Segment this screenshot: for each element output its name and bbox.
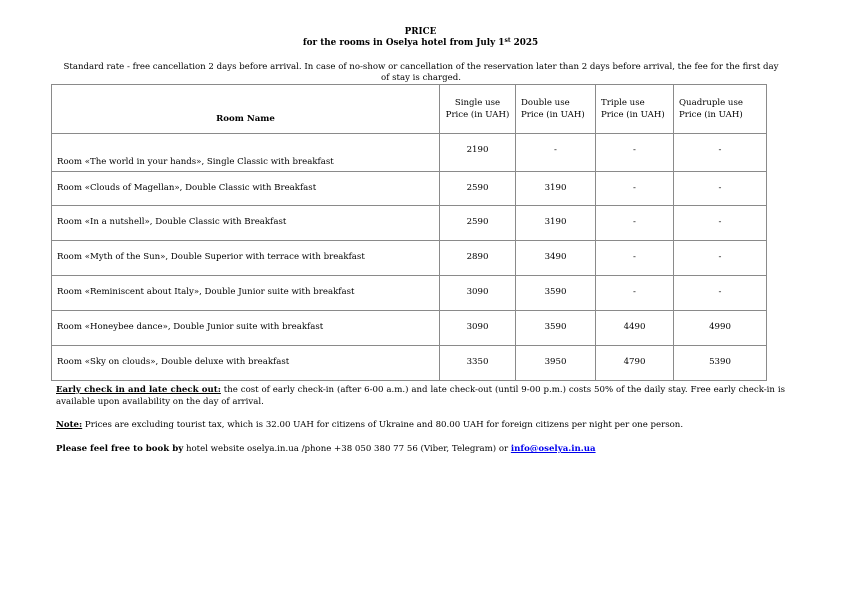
subtitle-year: 2025 (510, 38, 539, 48)
price-cell: 2890 (440, 241, 516, 276)
room-name-cell: Room «The world in your hands», Single Classic with breakfast (52, 134, 440, 172)
subtitle-superscript: st (504, 37, 511, 44)
double-use-header (516, 85, 596, 134)
column-header-line: Price (in UAH) (445, 110, 510, 120)
price-cell: - (596, 172, 674, 206)
table-row (52, 241, 767, 276)
price-cell: - (596, 241, 674, 276)
price-cell: - (674, 172, 767, 206)
column-header-line: Price (in UAH) (679, 110, 743, 120)
subtitle-text: for the rooms in Oselya hotel from July 1 (302, 38, 505, 48)
price-cell: 5390 (674, 346, 767, 381)
table-row (52, 206, 767, 241)
table-row (52, 276, 767, 311)
price-cell: - (596, 276, 674, 311)
column-header-line: Price (in UAH) (601, 110, 665, 120)
price-cell: 3350 (440, 346, 516, 381)
table-row (52, 346, 767, 381)
booking-text: hotel website oselya.in.ua /phone +38 050 380 77 56 (Viber, Telegram) or (183, 444, 511, 454)
price-cell: 2590 (440, 206, 516, 241)
room-name-cell: Room «Honeybee dance», Double Junior suite with breakfast (52, 311, 440, 346)
column-header-line: Single use (454, 98, 501, 108)
note-text: Prices are excluding tourist tax, which is 32.00 UAH for citizens of Ukraine and 80.00 UAH for foreign citizens per night per one person. (82, 420, 684, 430)
price-cell: 3190 (516, 206, 596, 241)
price-table (51, 84, 767, 381)
price-cell: - (516, 134, 596, 172)
triple-use-header (596, 85, 674, 134)
table-row (52, 172, 767, 206)
room-name-cell: Room «Reminiscent about Italy», Double Junior suite with breakfast (52, 276, 440, 311)
room-name-cell: Room «Myth of the Sun», Double Superior with terrace with breakfast (52, 241, 440, 276)
booking-label: Please feel free to book by (56, 444, 184, 454)
price-cell: 3950 (516, 346, 596, 381)
price-cell: 3590 (516, 311, 596, 346)
price-cell: - (674, 241, 767, 276)
early-check-paragraph (56, 384, 785, 408)
room-name-cell: Room «Sky on clouds», Double deluxe with breakfast (52, 346, 440, 381)
quadruple-use-header (674, 85, 767, 134)
price-cell: - (674, 206, 767, 241)
column-header-line: Price (in UAH) (521, 110, 585, 120)
early-check-text: the cost of early check-in (after 6-00 a.m.) and late check-out (until 9-00 p.m.) costs 50% of the daily stay. Free early check-in is available upon availability on the day of arrival. (56, 385, 785, 407)
room-name-header: Room Name (52, 85, 440, 134)
column-header-line: Triple use (601, 98, 645, 108)
column-header-line: Double use (521, 98, 570, 108)
price-cell: 3090 (440, 311, 516, 346)
table-row (52, 134, 767, 172)
price-cell: 4790 (596, 346, 674, 381)
price-cell: 4990 (674, 311, 767, 346)
note-label: Note: (56, 420, 83, 430)
cancellation-policy-text: Standard rate - free cancellation 2 days before arrival. In case of no-show or cancellation of the reservation later than 2 days before arrival, the fee for the first day of stay is charged. (63, 62, 779, 83)
price-cell: - (674, 134, 767, 172)
price-cell: 3590 (516, 276, 596, 311)
email-link[interactable]: info@oselya.in.ua (510, 444, 596, 454)
document-title: PRICE (404, 27, 437, 37)
price-cell: - (596, 206, 674, 241)
price-cell: 2590 (440, 172, 516, 206)
price-cell: - (674, 276, 767, 311)
price-cell: 3090 (440, 276, 516, 311)
table-row (52, 311, 767, 346)
note-paragraph (56, 419, 785, 431)
price-cell: 2190 (440, 134, 516, 172)
price-cell: 3490 (516, 241, 596, 276)
price-cell: 3190 (516, 172, 596, 206)
document-subtitle (0, 38, 841, 50)
price-cell: - (596, 134, 674, 172)
column-header-line: Quadruple use (679, 98, 743, 108)
booking-paragraph (56, 443, 785, 455)
room-name-cell: Room «In a nutshell», Double Classic with Breakfast (52, 206, 440, 241)
room-name-cell: Room «Clouds of Magellan», Double Classic with Breakfast (52, 172, 440, 206)
table-header-row (52, 85, 767, 134)
early-check-label: Early check in and late check out: (56, 385, 221, 395)
single-use-header (440, 85, 516, 134)
price-cell: 4490 (596, 311, 674, 346)
